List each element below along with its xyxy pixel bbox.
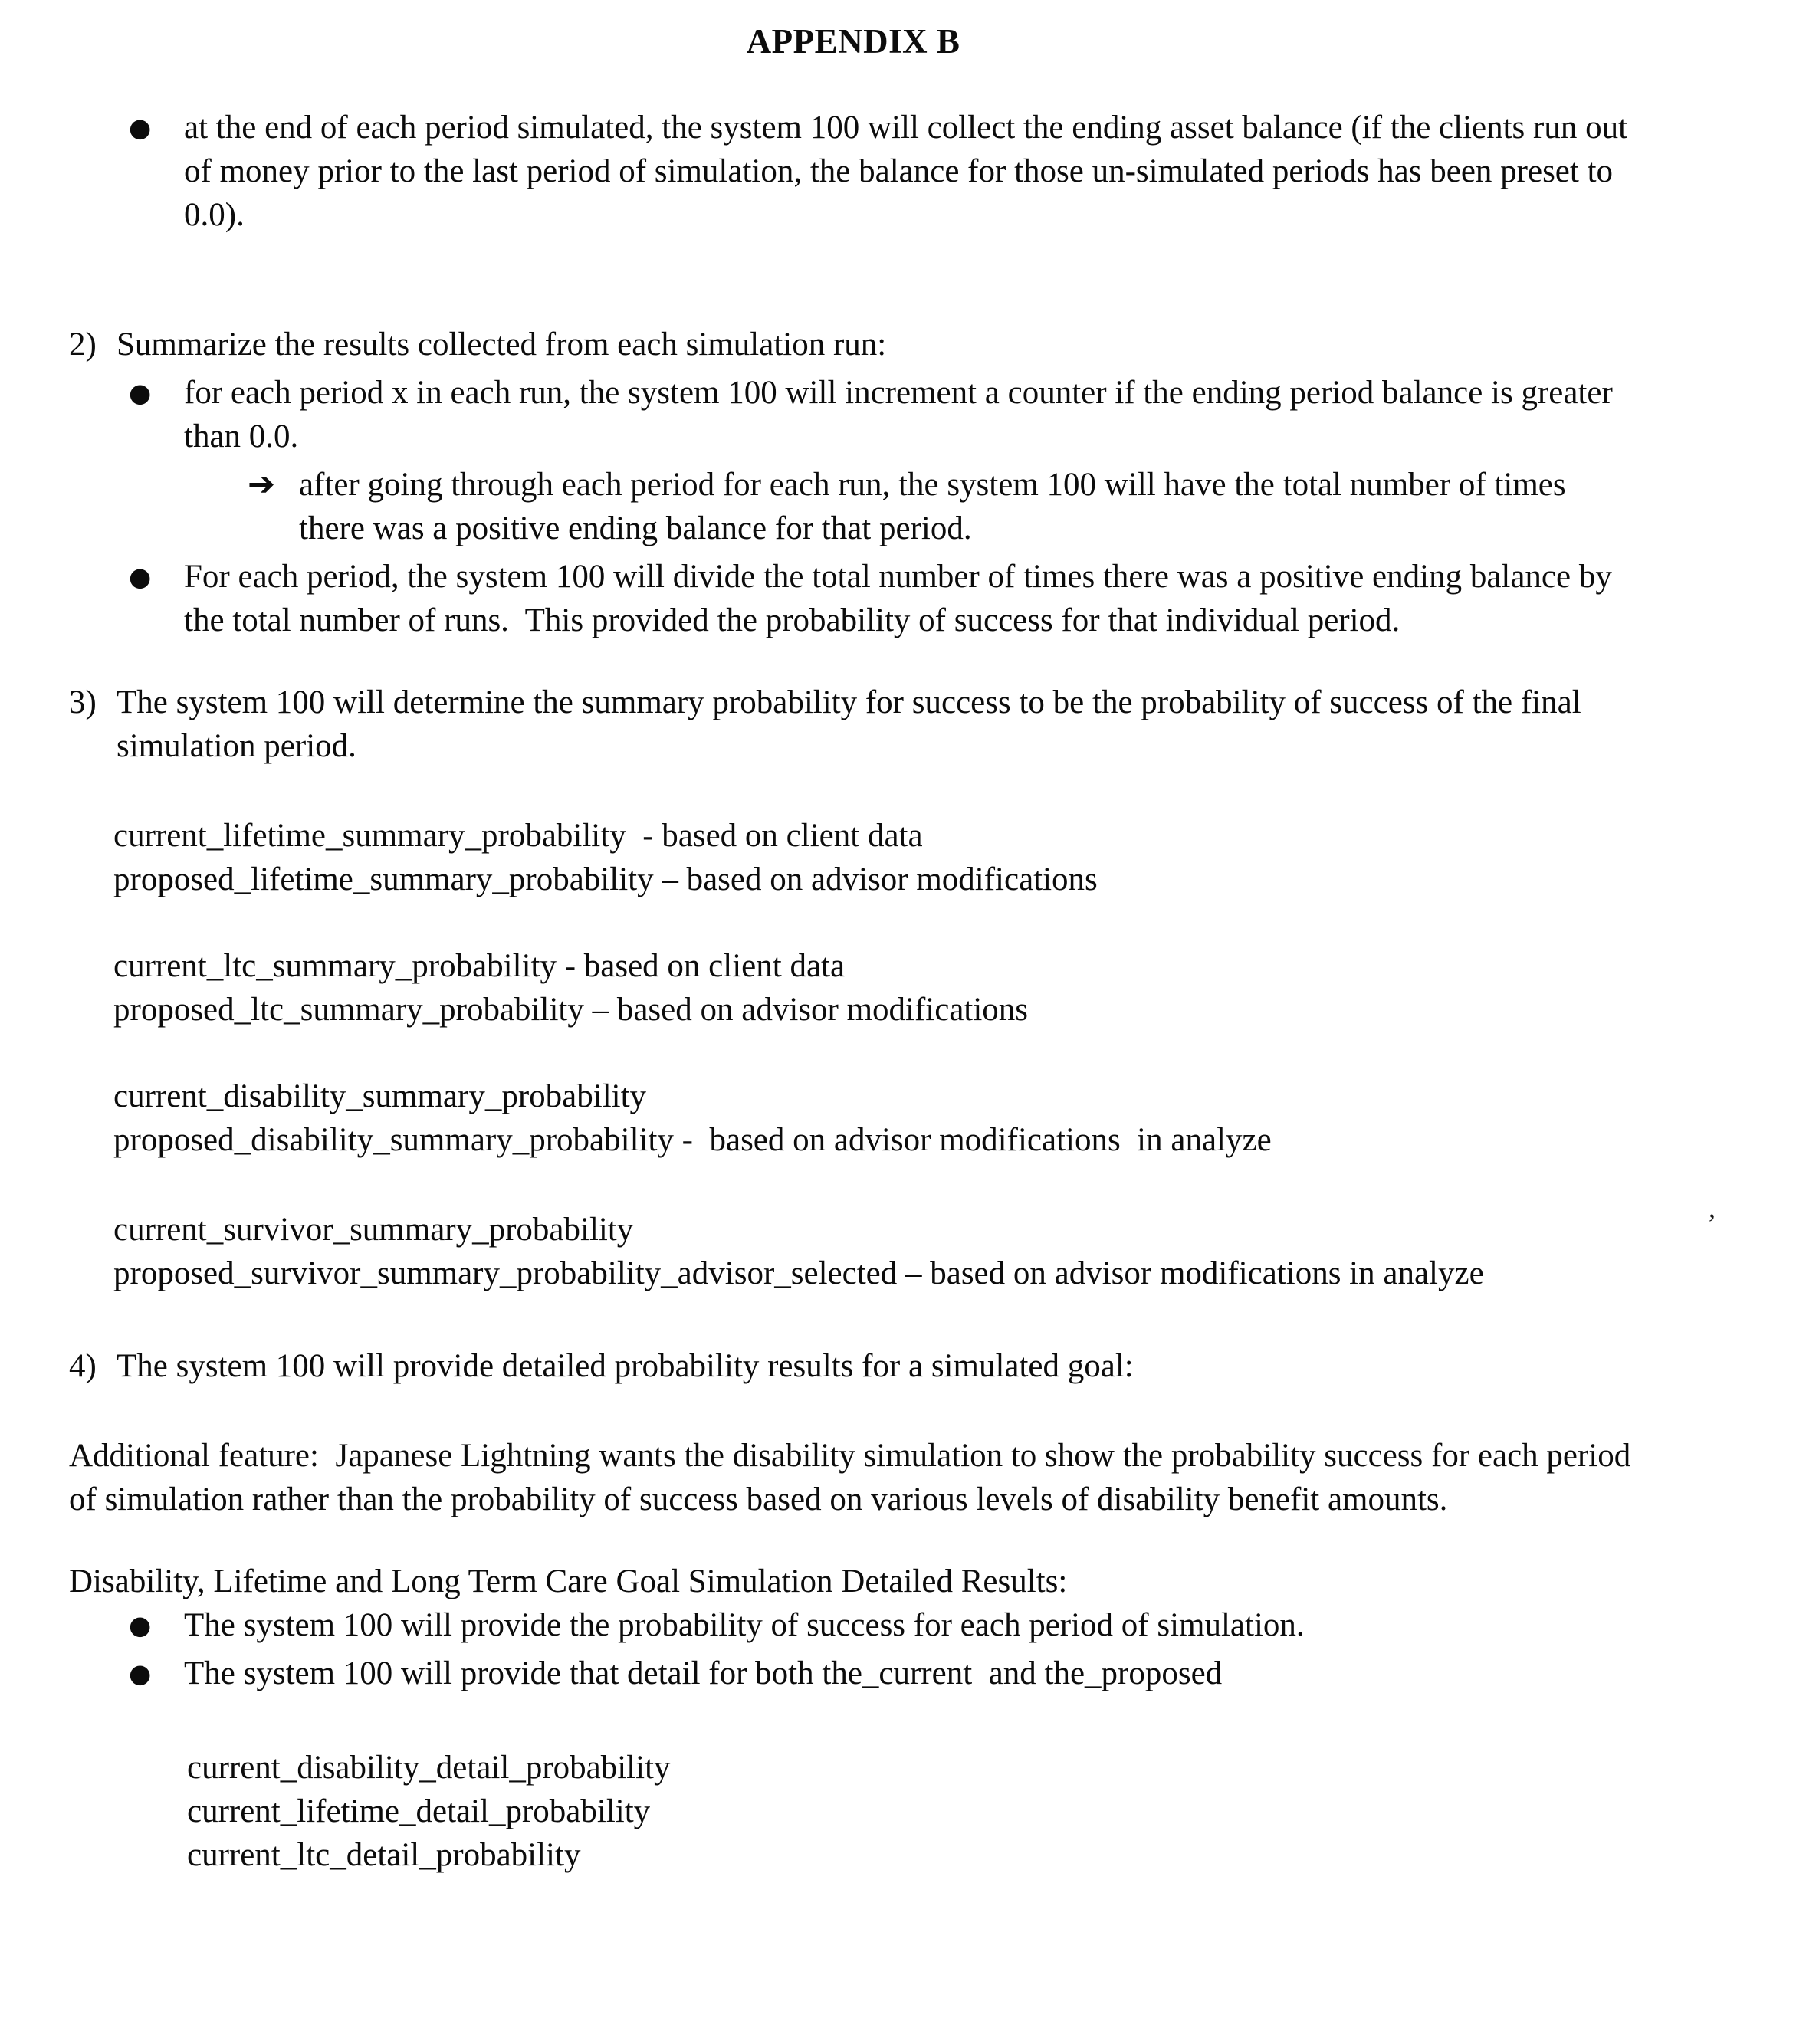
variable-line: current_ltc_detail_probability [187,1837,581,1873]
variable-line: current_lifetime_detail_probability [187,1793,651,1829]
bullet-icon: ● [129,562,152,592]
summary-group-lifetime [113,814,1637,901]
variable-line: current_survivor_summary_probability [113,1212,634,1248]
detail-variable-list [187,1746,1637,1877]
intro-bullet-text: at the end of each period simulated, the system 100 will collect the ending asset balance (if the clients run out of money prior to the last period of simulation, the balance for those un-simulated periods has been preset to 0.0). [184,110,1636,233]
bullet-item [69,371,1637,458]
detailed-results-heading: Disability, Lifetime and Long Term Care Goal Simulation Detailed Results: [69,1563,1068,1599]
arrow-icon: ➔ [248,465,276,504]
bullet-item [69,1603,1637,1647]
arrow-item [69,463,1637,550]
page-title: APPENDIX B [746,22,960,61]
item-number: 2) [69,326,97,363]
variable-line: proposed_lifetime_summary_probability – based on advisor modifications [113,861,1098,897]
bullet-text: The system 100 will provide the probability of success for each period of simulation. [184,1607,1305,1643]
numbered-item-text: Summarize the results collected from each simulation run: [117,326,887,363]
summary-group-ltc [113,944,1637,1032]
bullet-icon: ● [129,113,152,143]
item-number: 4) [69,1348,97,1384]
bullet-icon: ● [129,378,152,408]
bullet-icon: ● [129,1610,152,1640]
variable-line: current_disability_detail_probability [187,1750,671,1786]
item-number: 3) [69,684,97,720]
summary-group-survivor [113,1208,1637,1295]
bullet-icon: ● [129,1658,152,1688]
numbered-item-3 [69,681,1637,768]
variable-line: proposed_survivor_summary_probability_advisor_selected – based on advisor modifications in analyze [113,1255,1484,1291]
numbered-item-2 [69,323,1637,366]
intro-bullet-item [69,106,1637,237]
variable-line: current_lifetime_summary_probability - based on client data [113,818,923,854]
variable-line: current_disability_summary_probability [113,1078,647,1114]
numbered-item-text: The system 100 will provide detailed probability results for a simulated goal: [117,1348,1134,1384]
summary-group-disability [113,1074,1637,1162]
bullet-item [69,1652,1637,1695]
bullet-item [69,555,1637,642]
numbered-item-text: The system 100 will determine the summary probability for success to be the probability of success of the final simulation period. [117,684,1590,764]
variable-line: proposed_disability_summary_probability - based on advisor modifications in analyze [113,1122,1272,1158]
variable-line: proposed_ltc_summary_probability – based on advisor modifications [113,992,1029,1028]
variable-line: current_ltc_summary_probability - based on client data [113,948,846,984]
bullet-text: for each period x in each run, the system 100 will increment a counter if the ending period balance is greater than 0.0. [184,375,1621,454]
bullet-text: The system 100 will provide that detail for both the_current and the_proposed [184,1655,1223,1691]
bullet-text: For each period, the system 100 will divide the total number of times there was a positive ending balance by the total number of runs. This provided the probability of success for that individual period. [184,559,1620,638]
numbered-item-4 [69,1344,1637,1388]
additional-feature-paragraph: Additional feature: Japanese Lightning wants the disability simulation to show the probability success for each period of simulation rather than the probability of success based on various levels of disability benefit amounts. [69,1438,1640,1517]
scan-artifact: , [1709,1193,1716,1223]
arrow-text: after going through each period for each run, the system 100 will have the total number of times there was a positive ending balance for that period. [299,467,1575,546]
